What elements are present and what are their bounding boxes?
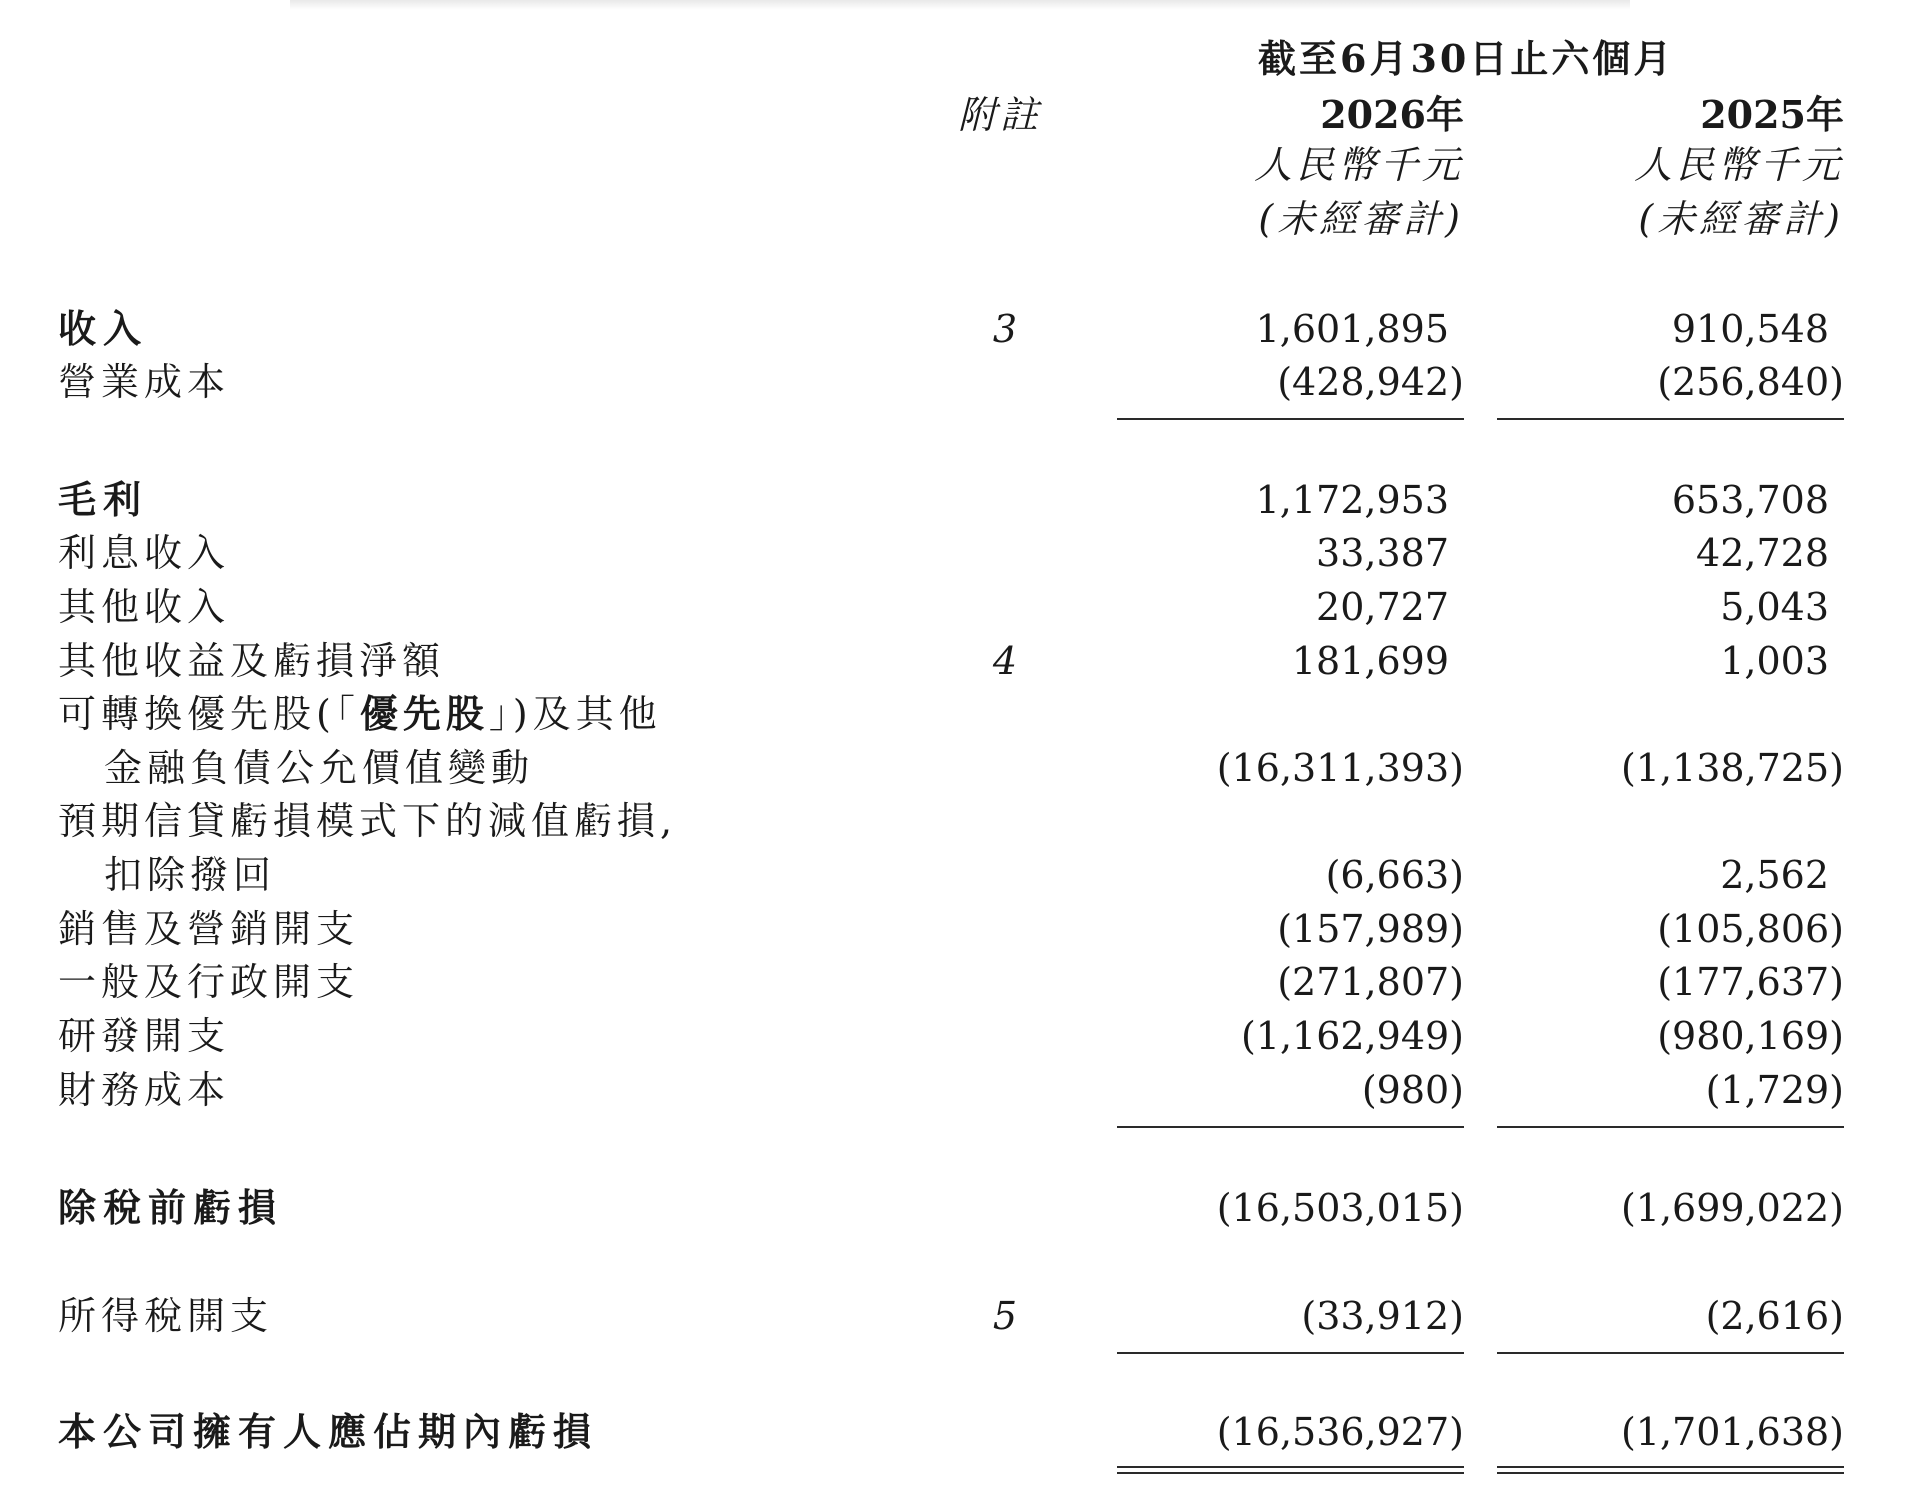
row-label-impairment-line1: 預期信貸虧損模式下的減值虧損, [58, 799, 678, 843]
row-label-fair-value-change-line1 [58, 691, 662, 736]
subtotal-rule-current [1117, 1352, 1464, 1354]
subtotal-rule-prior [1497, 418, 1844, 420]
income-tax-current: (33,912) [1301, 1294, 1464, 1338]
selling-expenses-current: (157,989) [1277, 907, 1464, 951]
year-prior-heading: 2025年 [1700, 92, 1844, 137]
cost-of-sales-current: (428,942) [1277, 360, 1464, 404]
label-part: 可轉換優先股(「 [58, 692, 360, 736]
row-label-rd-expenses: 研發開支 [58, 1014, 231, 1058]
cost-of-sales-prior: (256,840) [1657, 360, 1844, 404]
subtotal-rule-current [1117, 418, 1464, 420]
row-label-other-income: 其他收入 [58, 585, 231, 629]
loss-before-tax-prior: (1,699,022) [1620, 1186, 1844, 1230]
other-gains-current: 181,699 [1291, 639, 1449, 683]
other-gains-prior: 1,003 [1720, 639, 1829, 683]
audit-status-prior: (未經審計) [1638, 197, 1844, 241]
fair-value-change-current: (16,311,393) [1216, 746, 1464, 790]
row-label-fair-value-change-line2: 金融負債公允價值變動 [104, 746, 535, 790]
row-label-other-gains: 其他收益及虧損淨額 [58, 639, 446, 683]
note-ref-income-tax: 5 [992, 1294, 1018, 1338]
period-title: 截至6月30日止六個月 [1258, 36, 1675, 81]
loss-before-tax-current: (16,503,015) [1216, 1186, 1464, 1230]
year-current-heading: 2026年 [1320, 92, 1464, 137]
subtotal-rule-prior [1497, 1352, 1844, 1354]
row-label-selling-expenses: 銷售及營銷開支 [58, 907, 360, 951]
row-label-revenue: 收入 [58, 306, 149, 351]
revenue-current: 1,601,895 [1255, 307, 1449, 351]
scan-edge-shadow [290, 0, 1630, 10]
other-income-prior: 5,043 [1720, 585, 1829, 629]
fair-value-change-prior: (1,138,725) [1620, 746, 1844, 790]
row-label-gross-profit: 毛利 [58, 477, 149, 522]
revenue-prior: 910,548 [1671, 307, 1829, 351]
income-tax-prior: (2,616) [1705, 1294, 1844, 1338]
subtotal-rule-prior [1497, 1126, 1844, 1128]
selling-expenses-prior: (105,806) [1657, 907, 1844, 951]
total-double-rule-current-top [1117, 1466, 1464, 1468]
loss-for-period-current: (16,536,927) [1216, 1410, 1464, 1454]
row-label-admin-expenses: 一般及行政開支 [58, 960, 360, 1004]
loss-for-period-prior: (1,701,638) [1620, 1410, 1844, 1454]
total-double-rule-current-bottom [1117, 1472, 1464, 1474]
defined-term-preference-shares: 優先股 [359, 691, 489, 736]
other-income-current: 20,727 [1316, 585, 1449, 629]
row-label-loss-before-tax: 除稅前虧損 [58, 1185, 284, 1230]
row-label-cost-of-sales: 營業成本 [58, 360, 231, 404]
impairment-current: (6,663) [1325, 853, 1464, 897]
rd-expenses-current: (1,162,949) [1240, 1014, 1464, 1058]
interest-income-prior: 42,728 [1696, 531, 1829, 575]
row-label-income-tax: 所得稅開支 [58, 1294, 274, 1338]
row-label-finance-costs: 財務成本 [58, 1068, 231, 1112]
currency-unit-current: 人民幣千元 [1253, 143, 1464, 187]
note-ref-other-gains: 4 [992, 639, 1018, 683]
row-label-impairment-line2: 扣除撥回 [104, 853, 277, 897]
subtotal-rule-current [1117, 1126, 1464, 1128]
note-ref-revenue: 3 [992, 307, 1018, 351]
admin-expenses-current: (271,807) [1277, 960, 1464, 1004]
interest-income-current: 33,387 [1316, 531, 1449, 575]
row-label-interest-income: 利息收入 [58, 531, 231, 575]
impairment-prior: 2,562 [1720, 853, 1829, 897]
finance-costs-prior: (1,729) [1705, 1068, 1844, 1112]
total-double-rule-prior-bottom [1497, 1472, 1844, 1474]
gross-profit-current: 1,172,953 [1255, 478, 1449, 522]
label-part: 」)及其他 [488, 692, 662, 736]
row-label-loss-for-period: 本公司擁有人應佔期內虧損 [58, 1409, 599, 1454]
currency-unit-prior: 人民幣千元 [1633, 143, 1844, 187]
admin-expenses-prior: (177,637) [1657, 960, 1844, 1004]
total-double-rule-prior-top [1497, 1466, 1844, 1468]
gross-profit-prior: 653,708 [1671, 478, 1829, 522]
audit-status-current: (未經審計) [1258, 197, 1464, 241]
finance-costs-current: (980) [1361, 1068, 1464, 1112]
rd-expenses-prior: (980,169) [1657, 1014, 1844, 1058]
note-column-heading: 附註 [958, 93, 1043, 137]
